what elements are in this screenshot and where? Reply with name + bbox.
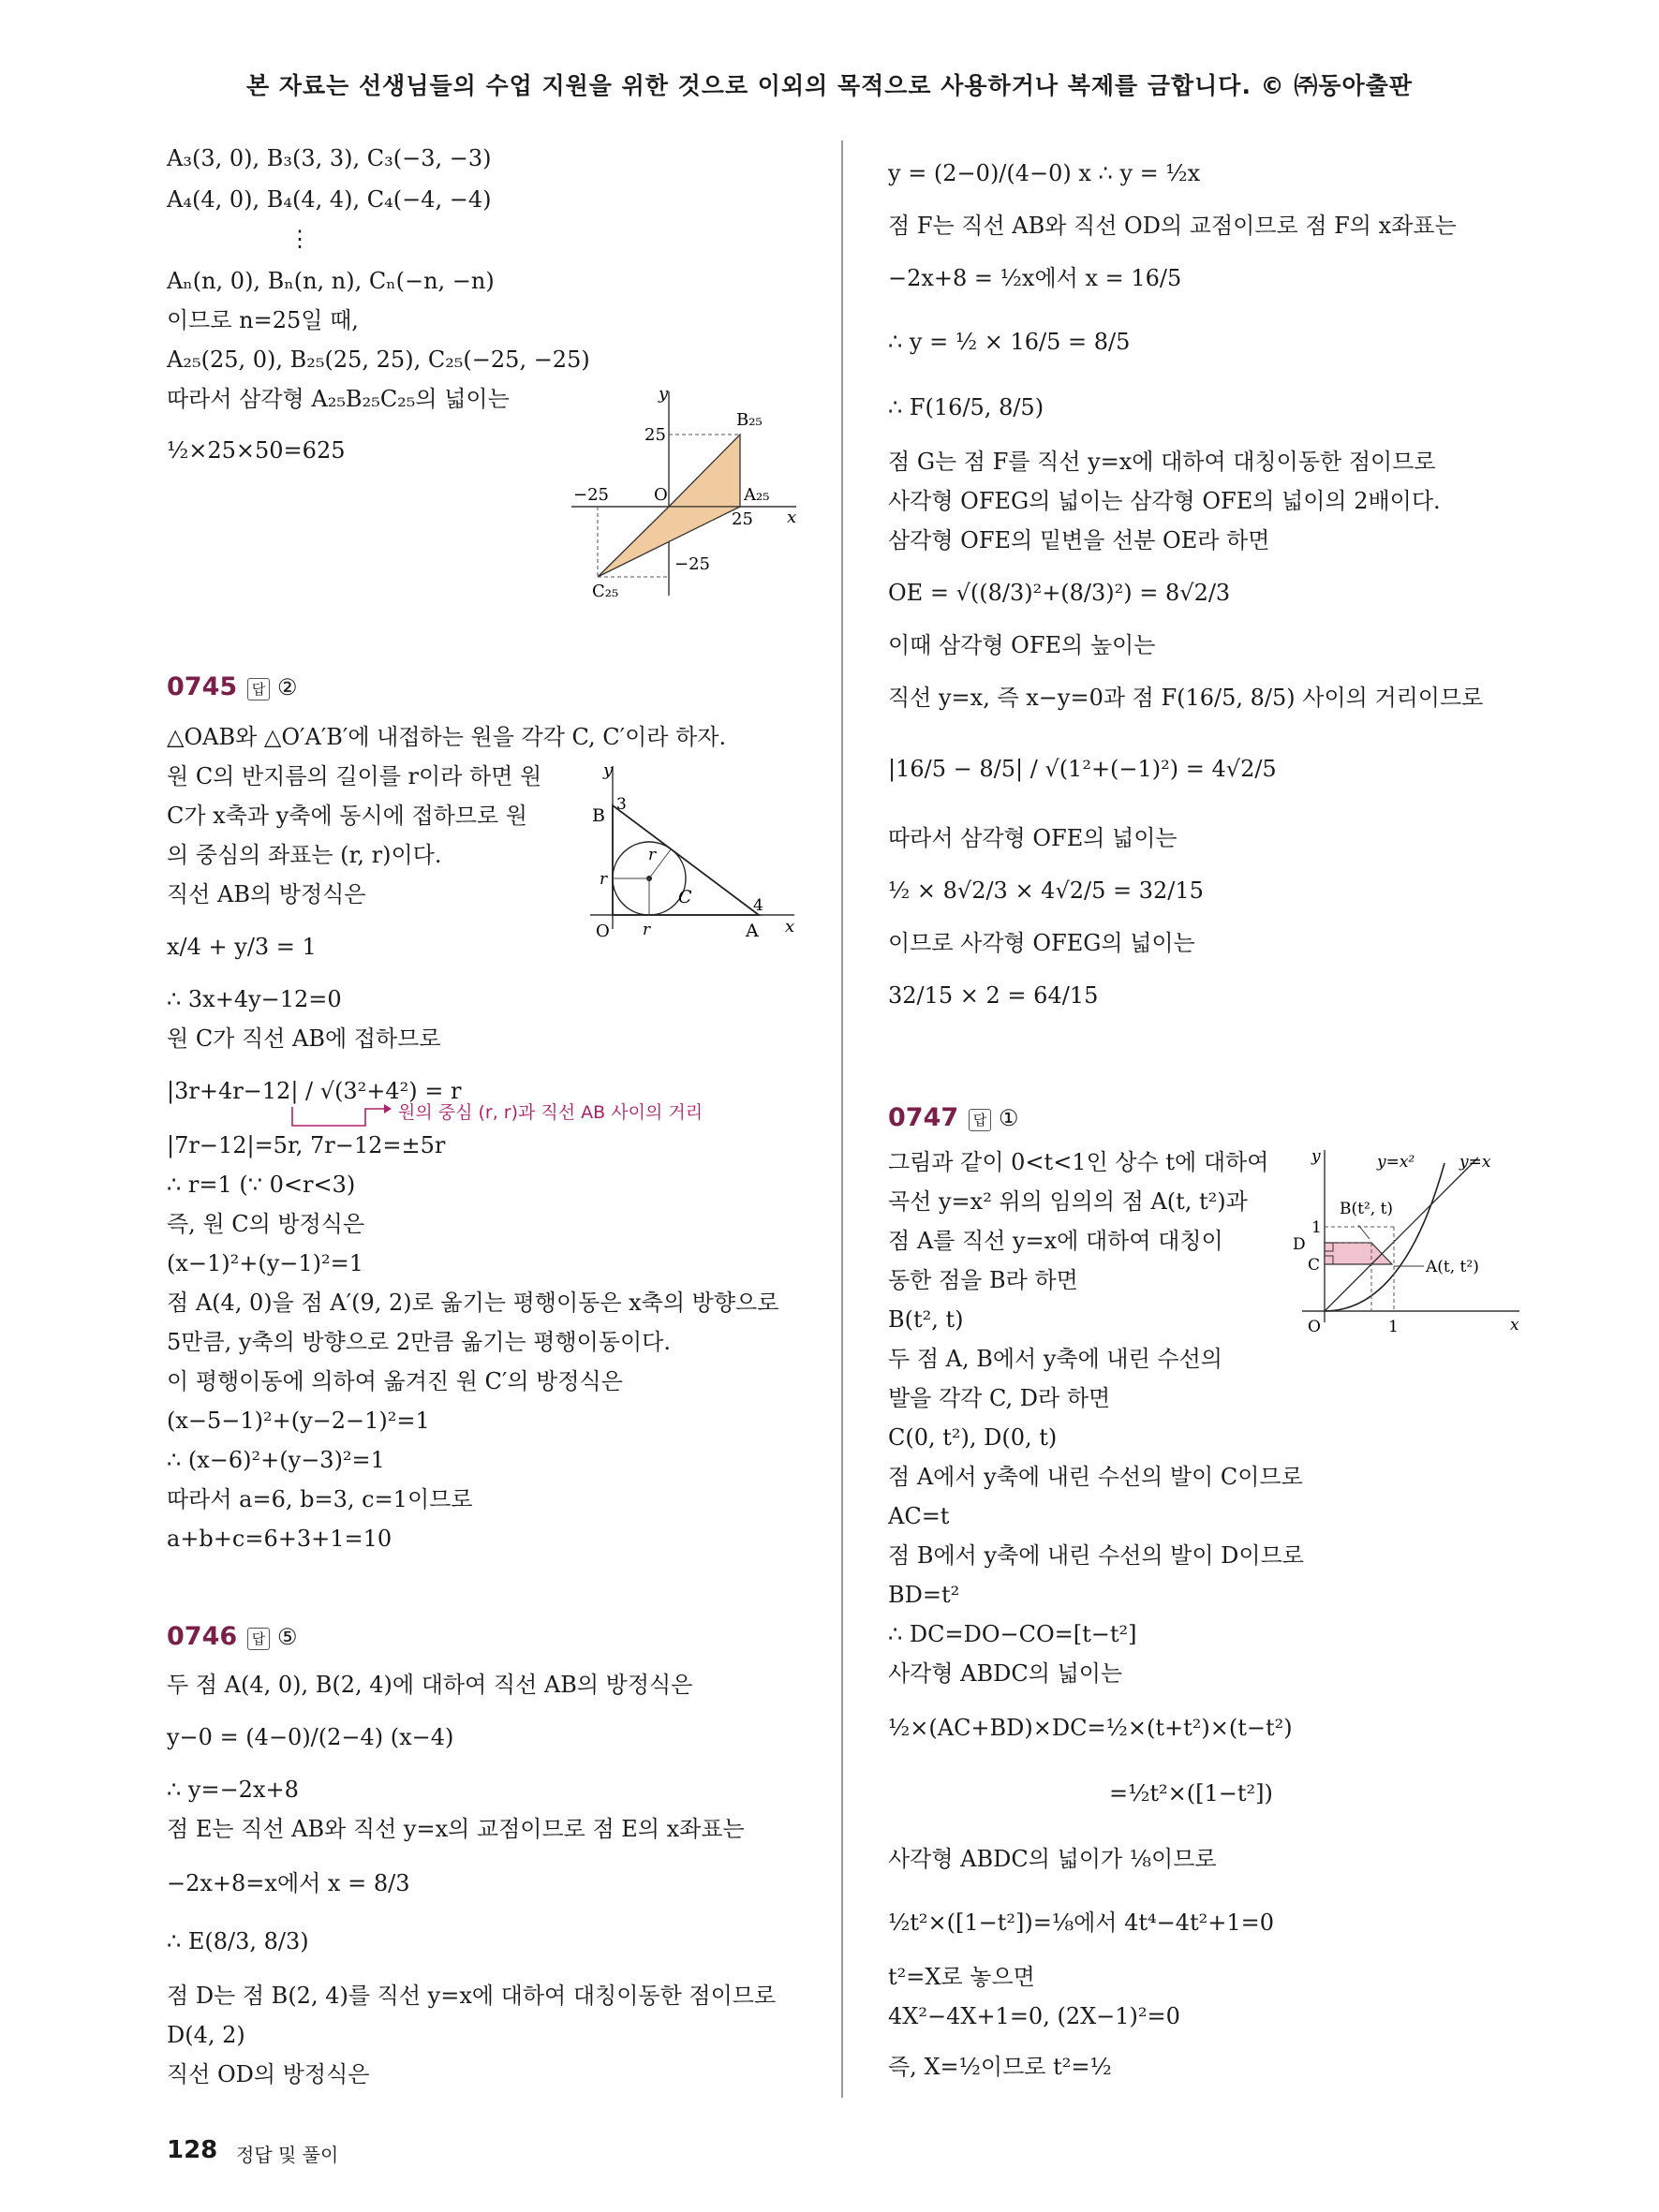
- y-label: y: [659, 384, 669, 404]
- problem-number: 0745: [167, 672, 238, 701]
- text-line: 직선 AB의 방정식은: [167, 881, 366, 907]
- curve-label: y=x²: [1377, 1153, 1415, 1172]
- text-line: 점 E는 직선 AB와 직선 y=x의 교점이므로 점 E의 x좌표는: [167, 1816, 745, 1842]
- text-line: 의 중심의 좌표는 (r, r)이다.: [167, 842, 442, 868]
- note-arrow: [290, 1098, 393, 1135]
- problem-number: 0746: [167, 1622, 238, 1651]
- text-line: A₂₅(25, 0), B₂₅(25, 25), C₂₅(−25, −25): [167, 347, 590, 373]
- text-line: 따라서 삼각형 A₂₅B₂₅C₂₅의 넓이는: [167, 386, 510, 412]
- text-line: 사각형 OFEG의 넓이는 삼각형 OFE의 넓이의 2배이다.: [888, 488, 1441, 514]
- point-a-label: A: [746, 921, 759, 941]
- answer-badge: [969, 1105, 1019, 1131]
- tick-label: 25: [644, 425, 666, 445]
- footer-label: 정답 및 풀이: [236, 2144, 339, 2166]
- text-line: (x−5−1)²+(y−2−1)²=1: [167, 1408, 430, 1434]
- y-label: y: [1311, 1147, 1321, 1166]
- text-line: a+b+c=6+3+1=10: [167, 1526, 393, 1552]
- text-line: 따라서 a=6, b=3, c=1이므로: [167, 1486, 473, 1512]
- text-line: ∴ y=−2x+8: [167, 1777, 299, 1803]
- equation: ½t²×([1−t²])=⅛에서 4t⁴−4t²+1=0: [888, 1910, 1275, 1936]
- text-line: 원 C가 직선 AB에 접하므로: [167, 1025, 441, 1052]
- answer-badge: [247, 674, 298, 700]
- text-line: ∴ r=1 (∵ 0<r<3): [167, 1172, 356, 1198]
- text-line: 이 평행이동에 의하여 옮겨진 원 C′의 방정식은: [167, 1368, 623, 1394]
- text-line: 5만큼, y축의 방향으로 2만큼 옮기는 평행이동이다.: [167, 1329, 671, 1355]
- equation: |16/5 − 8/5| / √(1²+(−1)²) = 4√2/5: [888, 756, 1277, 782]
- answer-value: ①: [999, 1105, 1019, 1131]
- tick-label: −25: [674, 554, 710, 574]
- x-label: x: [785, 917, 795, 936]
- annotation-note: 원의 중심 (r, r)과 직선 AB 사이의 거리: [398, 1102, 704, 1123]
- column-divider: [841, 140, 843, 2098]
- triangle-figure: [562, 382, 806, 602]
- text-line: 직선 y=x, 즉 x−y=0과 점 F(16/5, 8/5) 사이의 거리이므로: [888, 685, 1484, 711]
- curve-y-x2: [1325, 1163, 1444, 1311]
- equation: ½×(AC+BD)×DC=½×(t+t²)×(t−t²): [888, 1715, 1293, 1741]
- text-line: 동한 점을 B라 하면: [888, 1267, 1078, 1293]
- text-line: 직선 OD의 방정식은: [167, 2061, 370, 2087]
- point-a-label: A(t, t²): [1426, 1258, 1479, 1276]
- text-line: 사각형 ABDC의 넓이는: [888, 1660, 1123, 1687]
- point-a-label: A₂₅: [744, 485, 770, 505]
- text-line: 즉, 원 C의 방정식은: [167, 1211, 365, 1237]
- equation: x/4 + y/3 = 1: [167, 934, 317, 960]
- text-line: AC=t: [888, 1503, 950, 1529]
- text-line: 점 G는 점 F를 직선 y=x에 대하여 대칭이동한 점이므로: [888, 449, 1436, 475]
- answer-value: ②: [277, 674, 298, 700]
- parabola-figure: [1274, 1144, 1527, 1341]
- tick-label: 1: [1388, 1318, 1399, 1336]
- tick-label: 4: [753, 896, 763, 915]
- text-line: 그림과 같이 0<t<1인 상수 t에 대하여: [888, 1149, 1269, 1175]
- text-line: A₄(4, 0), B₄(4, 4), C₄(−4, −4): [167, 186, 492, 213]
- answer-box: 답: [247, 678, 270, 700]
- text-line: ∴ 3x+4y−12=0: [167, 986, 342, 1012]
- equation: ∴ F(16/5, 8/5): [888, 394, 1044, 420]
- x-label: x: [1510, 1316, 1519, 1335]
- text-line: 점 A를 직선 y=x에 대하여 대칭이: [888, 1228, 1223, 1254]
- equation: |3r+4r−12| / √(3²+4²) = r: [167, 1078, 462, 1104]
- text-line: 두 점 A(4, 0), B(2, 4)에 대하여 직선 AB의 방정식은: [167, 1672, 693, 1698]
- point-b-label: B(t², t): [1340, 1200, 1394, 1218]
- text-line: D(4, 2): [167, 2022, 245, 2048]
- radius-label: r: [643, 921, 651, 939]
- text-line: ∴ (x−6)²+(y−3)²=1: [167, 1447, 385, 1473]
- text-line: 이므로 n=25일 때,: [167, 307, 359, 333]
- triangle-upper: [669, 435, 740, 507]
- text-line: 따라서 삼각형 OFE의 넓이는: [888, 825, 1178, 851]
- text-line: 사각형 ABDC의 넓이가 ⅛이므로: [888, 1846, 1217, 1872]
- text-line: ½×25×50=625: [167, 437, 346, 464]
- x-label: x: [787, 508, 797, 527]
- arrow-head: [384, 1104, 392, 1113]
- equation: ½ × 8√2/3 × 4√2/5 = 32/15: [888, 877, 1204, 904]
- text-line: (x−1)²+(y−1)²=1: [167, 1250, 364, 1276]
- note-connector: [292, 1107, 384, 1126]
- text-line: |7r−12|=5r, 7r−12=±5r: [167, 1132, 446, 1158]
- text-line: C가 x축과 y축에 동시에 접하므로 원: [167, 803, 527, 829]
- text-line: BD=t²: [888, 1582, 960, 1608]
- text-line: △OAB와 △O′A′B′에 내접하는 원을 각각 C, C′이라 하자.: [167, 724, 727, 750]
- equation: y−0 = (4−0)/(2−4) (x−4): [167, 1724, 454, 1750]
- text-line: 점 B에서 y축에 내린 수선의 발이 D이므로: [888, 1542, 1304, 1569]
- page-number: 128: [167, 2136, 218, 2164]
- text-line: ∴ DC=DO−CO=[t−t²]: [888, 1621, 1137, 1647]
- text-line: 이므로 사각형 OFEG의 넓이는: [888, 930, 1195, 956]
- text-line: 즉, X=½이므로 t²=½: [888, 2054, 1112, 2080]
- text-line: C(0, t²), D(0, t): [888, 1424, 1058, 1451]
- tick-label: 1: [1311, 1218, 1322, 1237]
- equation: 32/15 × 2 = 64/15: [888, 982, 1099, 1009]
- text-line: 4X²−4X+1=0, (2X−1)²=0: [888, 2003, 1180, 2029]
- radius-label: r: [648, 846, 657, 864]
- answer-box: 답: [247, 1628, 270, 1650]
- text-line: 발을 각각 C, D라 하면: [888, 1385, 1111, 1411]
- answer-badge: [247, 1624, 298, 1650]
- line-label: y=x: [1459, 1153, 1491, 1172]
- tick-label: −25: [573, 485, 609, 505]
- text-line: 점 A(4, 0)을 점 A′(9, 2)로 옮기는 평행이동은 x축의 방향으로: [167, 1290, 779, 1316]
- answer-box: 답: [969, 1109, 991, 1131]
- equation: =½t²×([1−t²]): [1109, 1780, 1273, 1806]
- point-b-label: B₂₅: [736, 410, 763, 430]
- point-d-label: D: [1293, 1235, 1306, 1254]
- point-c-label: C: [1308, 1256, 1321, 1275]
- text-line: 곡선 y=x² 위의 임의의 점 A(t, t²)과: [888, 1188, 1248, 1215]
- text-line: 점 F는 직선 AB와 직선 OD의 교점이므로 점 F의 x좌표는: [888, 213, 1457, 239]
- text-line: B(t², t): [888, 1306, 964, 1333]
- incircle-figure: [581, 760, 806, 948]
- text-line: 점 D는 점 B(2, 4)를 직선 y=x에 대하여 대칭이동한 점이므로: [167, 1983, 777, 2009]
- origin-label: O: [654, 485, 668, 505]
- text-line: 두 점 A, B에서 y축에 내린 수선의: [888, 1346, 1222, 1372]
- equation: y = (2−0)/(4−0) x ∴ y = ½x: [888, 160, 1201, 186]
- tick-label: 25: [732, 509, 753, 529]
- text-line: Aₙ(n, 0), Bₙ(n, n), Cₙ(−n, −n): [167, 268, 495, 294]
- equation: OE = √((8/3)²+(8/3)²) = 8√2/3: [888, 580, 1231, 606]
- ellipsis: ⋮: [289, 226, 311, 252]
- origin-label: O: [1308, 1318, 1321, 1336]
- tick-label: 3: [616, 795, 627, 814]
- origin-label: O: [596, 922, 610, 941]
- equation: −2x+8 = ½x에서 x = 16/5: [888, 265, 1182, 291]
- text-line: 원 C의 반지름의 길이를 r이라 하면 원: [167, 763, 542, 789]
- line-y-x: [1325, 1158, 1478, 1311]
- equation: ∴ E(8/3, 8/3): [167, 1928, 309, 1954]
- problem-number: 0747: [888, 1103, 959, 1132]
- text-line: 점 A에서 y축에 내린 수선의 발이 C이므로: [888, 1464, 1303, 1490]
- copyright-notice: 본 자료는 선생님들의 수업 지원을 위한 것으로 이외의 목적으로 사용하거나 복제를 금합니다. © ㈜동아출판: [246, 72, 1413, 99]
- equation: −2x+8=x에서 x = 8/3: [167, 1870, 410, 1896]
- text-line: 이때 삼각형 OFE의 높이는: [888, 632, 1156, 658]
- answer-value: ⑤: [277, 1624, 298, 1650]
- circle-label: C: [678, 887, 692, 907]
- text-line: t²=X로 놓으면: [888, 1964, 1035, 1990]
- text-line: 삼각형 OFE의 밑변을 선분 OE라 하면: [888, 527, 1270, 553]
- y-label: y: [603, 760, 614, 780]
- point-b-label: B: [592, 805, 605, 826]
- radius-label: r: [600, 870, 608, 889]
- text-line: A₃(3, 0), B₃(3, 3), C₃(−3, −3): [167, 145, 492, 171]
- point-c-label: C₂₅: [592, 582, 619, 601]
- equation: ∴ y = ½ × 16/5 = 8/5: [888, 329, 1131, 355]
